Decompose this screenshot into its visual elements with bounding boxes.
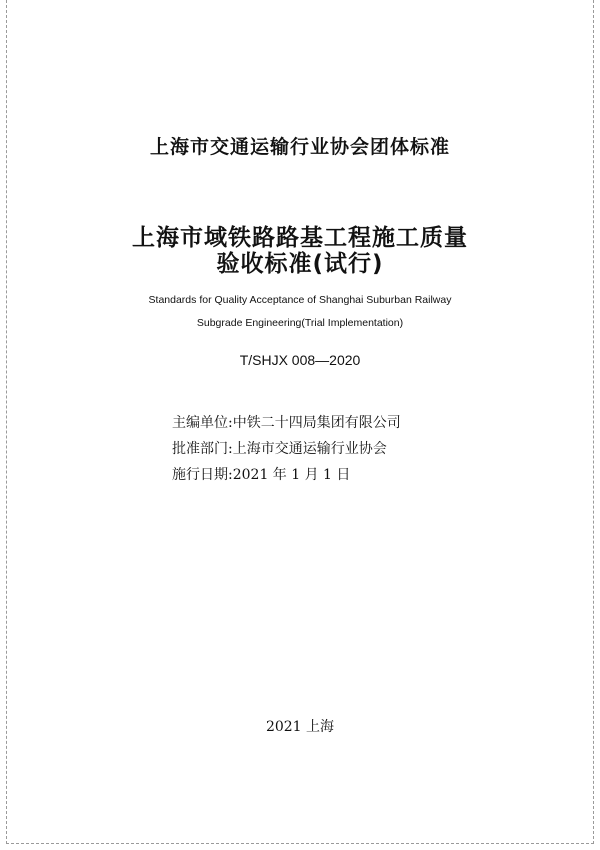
- standard-code: T/SHJX 008—2020: [239, 352, 361, 368]
- publication-year-place: 2021 上海: [265, 719, 335, 735]
- standard-title-line-2: 验收标准(试行): [216, 251, 384, 277]
- effective-date: 施行日期:2021 年 1 月 1 日: [172, 467, 351, 483]
- chief-editor-unit: 主编单位:中铁二十四局集团有限公司: [172, 415, 401, 431]
- english-title-line-2: Subgrade Engineering(Trial Implementation): [196, 317, 404, 329]
- standard-title-line-1: 上海市域铁路路基工程施工质量: [132, 225, 468, 251]
- english-title-line-1: Standards for Quality Acceptance of Shanghai Suburban Railway: [148, 294, 452, 306]
- approval-department: 批准部门:上海市交通运输行业协会: [172, 441, 387, 457]
- organization-heading: 上海市交通运输行业协会团体标准: [149, 136, 450, 158]
